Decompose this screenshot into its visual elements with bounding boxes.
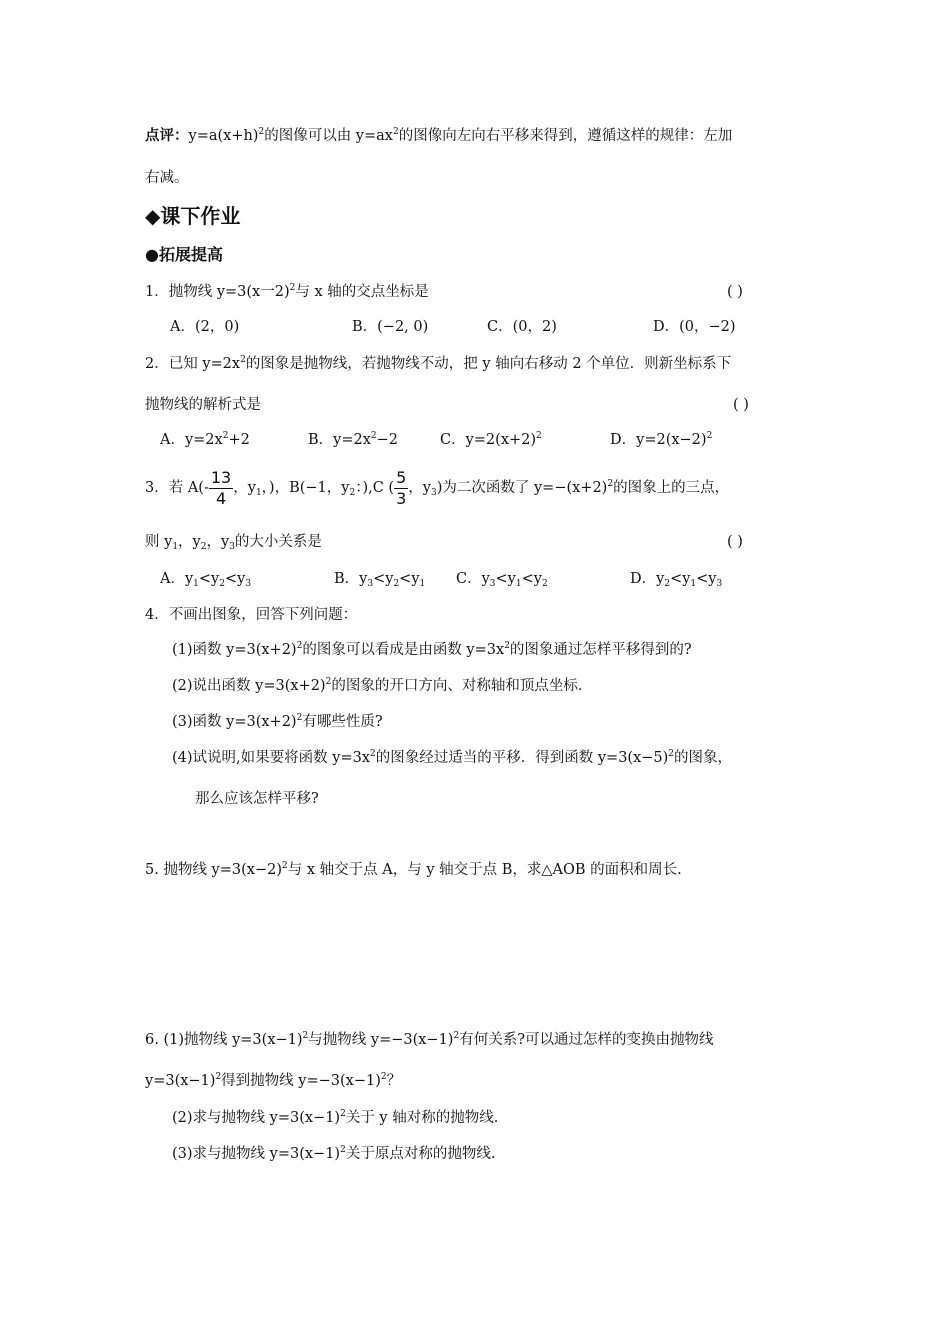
text: A．y=2x [160,432,223,448]
question-4-part-2 [172,676,592,696]
text: ，)，B(−1，y [261,480,350,496]
text: 的图象， [674,750,733,766]
fraction-numerator: 13 [210,467,232,487]
text: 的图象的开口方向、对称轴和顶点坐标． [331,678,593,694]
question-4-part-3 [172,712,383,732]
question-4-part-4-line-1 [172,748,732,768]
text: ，y [233,480,256,496]
text: 与抛物线 y=−3(x−1) [308,1032,454,1048]
subscript: 3 [716,579,723,589]
text: 的图象通过怎样平移得到的? [509,642,692,658]
superscript: 2 [504,641,510,651]
text: 5. 抛物线 y=3(x−2) [145,862,282,878]
comment-line-2: 右减。 [145,170,189,186]
text: 2．已知 y=2x [145,356,241,372]
question-4-stem: 4．不画出图象，回答下列问题： [145,607,358,623]
superscript: 2 [340,1109,346,1119]
question-6-part-3 [172,1144,495,1164]
superscript: 2 [370,749,376,759]
question-4-part-4-line-2: 那么应该怎样平移? [195,791,319,807]
text: ？ [386,1073,402,1089]
question-2-stem-line-1 [145,354,731,374]
text: ，y [178,534,201,550]
question-1-option-a: A．(2，0) [170,319,240,335]
subscript: 2 [219,579,225,589]
subscript: 2 [664,579,671,589]
text: <y [198,571,220,587]
comment-text: 的图像向左向右平移来得到，遵循这样的规律：左加 [398,128,733,144]
text: 的图象上的三点， [613,480,730,496]
text: D．y=2(x−2) [610,432,707,448]
subscript: 3 [489,579,496,589]
superscript: 2 [296,713,303,723]
question-3-stem-line-1 [145,466,729,510]
subscript: 2 [349,488,356,498]
question-3-stem-line-2 [145,532,322,552]
subscript: 3 [367,579,374,589]
superscript: 2 [296,641,303,651]
superscript: 2 [222,431,229,441]
text: 6. (1)抛物线 y=3(x−1) [145,1032,303,1048]
subscript: 2 [200,542,207,552]
fraction-denominator: 3 [396,488,407,508]
superscript: 2 [706,431,713,441]
question-1-option-b: B．(−2, 0) [352,319,429,335]
superscript: 2 [289,283,296,293]
text: <y [521,571,542,587]
question-4-part-1 [172,640,692,660]
text: A．y [160,571,194,587]
fraction-numerator: 5 [396,467,407,487]
text: <y [670,571,691,587]
text: 1．抛物线 y=3(x一2) [145,284,290,300]
question-1-answer-paren: ( ) [727,284,743,300]
text: 得到抛物线 y=−3(x−1) [221,1073,381,1089]
subscript: 2 [393,579,400,589]
text: 有哪些性质? [302,714,383,730]
superscript: 2 [282,861,288,871]
subscript: 1 [690,579,697,589]
text: <y [696,571,717,587]
text: 有何关系?可以通过怎样的变换由抛物线 [459,1032,714,1048]
superscript: 2 [668,749,675,759]
superscript: 2 [240,355,246,365]
question-1-option-c: C．(0，2) [487,319,557,335]
subscript: 1 [255,488,262,498]
superscript: 2 [370,431,377,441]
question-1-stem [145,282,429,302]
fraction-denominator: 4 [215,488,227,508]
question-5-stem [145,860,682,880]
question-3-option-d [630,569,722,589]
text: −2 [376,432,399,448]
comment-label: 点评： [145,127,189,144]
text: C．y [456,571,490,587]
text: (3)求与抛物线 y=3(x−1) [172,1146,341,1162]
text: B．y [334,571,368,587]
text: 的图象可以看成是由函数 y=3x [302,642,505,658]
question-2-answer-paren: ( ) [733,397,749,413]
subscript: 3 [245,579,252,589]
superscript: 2 [607,479,614,489]
comment-line-1 [145,126,732,146]
text: 与 x 轴交于点 A，与 y 轴交于点 B，求△AOB 的面积和周长. [287,862,682,878]
fraction-13-over-4 [209,468,233,509]
question-3-answer-paren: ( ) [727,534,743,550]
text: (3)函数 y=3(x+2) [172,714,297,730]
text: 则 y [145,534,173,550]
text: 与 x 轴的交点坐标是 [295,284,429,300]
superscript: 2 [453,1031,460,1041]
question-2-stem-line-2: 抛物线的解析式是 [145,397,261,413]
fraction-5-over-3 [394,468,408,509]
subscript: 1 [515,579,522,589]
question-6-part-1-line-2 [145,1071,401,1091]
text: )为二次函数了 y=−(x+2) [436,480,608,496]
question-3-option-b [334,569,425,589]
superscript: 2 [340,1145,346,1155]
text: +2 [228,432,250,448]
text: y=3(x−1) [145,1073,216,1089]
superscript: 2 [380,1072,387,1082]
comment-text: 的图像可以由 y=ax [264,128,393,144]
question-3-option-c [456,569,548,589]
subscript: 1 [419,579,426,589]
text: ，y [408,480,431,496]
subscript: 1 [193,579,199,589]
text: 的图象是抛物线，若抛物线不动，把 y 轴向右移动 2 个单位．则新坐标系下 [245,356,732,372]
text: (1)函数 y=3(x+2) [172,642,297,658]
text: (2)说出函数 y=3(x+2) [172,678,326,694]
text: ：),C ( [355,480,395,496]
text: <y [224,571,246,587]
subscript: 2 [541,579,548,589]
text: ，y [206,534,230,550]
text: B．y=2x [308,432,371,448]
text: 的图象经过适当的平移．得到函数 y=3(x−5) [375,750,669,766]
text: (2)求与抛物线 y=3(x−1) [172,1110,341,1126]
superscript: 2 [392,127,399,137]
question-2-option-d [610,430,712,450]
superscript: 2 [302,1031,309,1041]
question-3-option-a [160,569,251,589]
question-2-option-a [160,430,250,450]
section-heading: ◆课下作业 [145,204,241,228]
question-6-part-2 [172,1108,498,1128]
question-6-part-1-line-1 [145,1030,713,1050]
subscript: 1 [172,542,179,552]
text: C．y=2(x+2) [440,432,537,448]
text: 的大小关系是 [234,534,322,550]
text: <y [495,571,516,587]
text: <y [399,571,420,587]
subsection-heading: ●拓展提高 [145,245,223,264]
text: (4)试说明,如果要将函数 y=3x [172,750,371,766]
question-1-option-d: D．(0，−2) [653,319,736,335]
text: <y [373,571,394,587]
text: 关于 y 轴对称的抛物线. [345,1110,499,1126]
superscript: 2 [258,127,265,137]
subscript: 3 [229,542,235,552]
subscript: 3 [430,488,437,498]
text: 关于原点对称的抛物线. [345,1146,496,1162]
text: D．y [630,571,665,587]
superscript: 2 [215,1072,222,1082]
superscript: 2 [536,431,542,441]
question-2-option-c [440,430,542,450]
comment-text: y=a(x+h) [188,128,259,144]
question-2-option-b [308,430,398,450]
superscript: 2 [325,677,332,687]
text: 3．若 A(- [145,480,209,496]
